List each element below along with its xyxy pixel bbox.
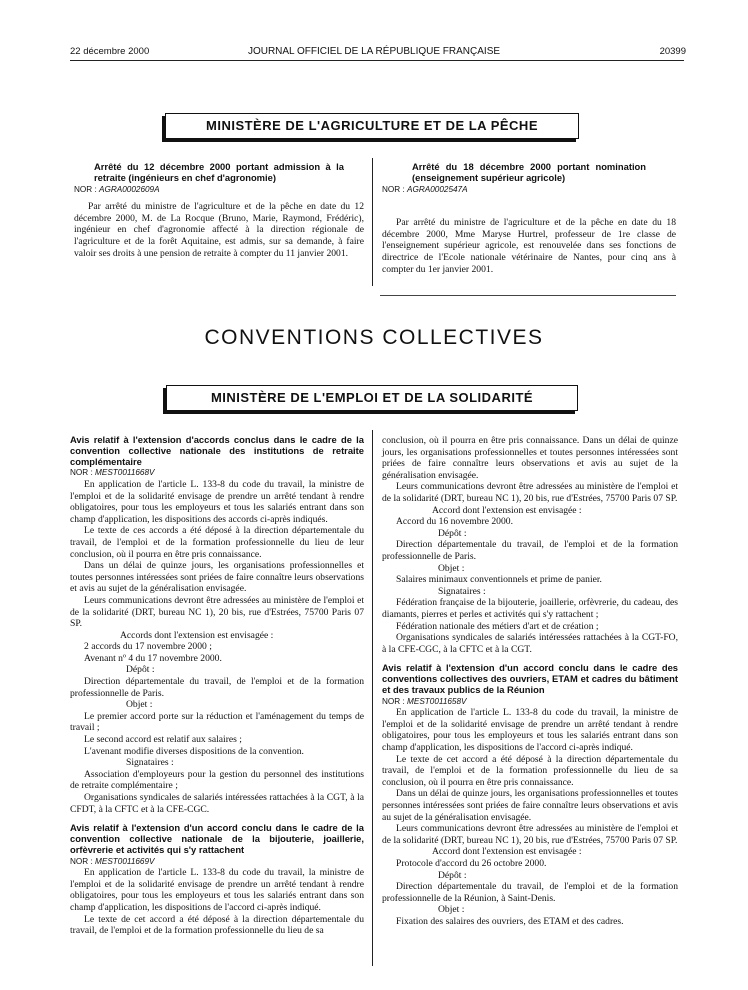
- paragraph: Fédération française de la bijouterie, joaillerie, orfèvrerie, du cadeau, des diamants, pierres et perles et activités qui s'y rattachent ;: [382, 597, 678, 620]
- article-body: Par arrêté du ministre de l'agriculture et de la pêche en date du 12 décembre 2000, M. de La Rocque (Bruno, Marie, Raymond, Frédéric), ingénieur en chef d'agronomie affecté à la direction régionale de l'agriculture et de la forêt Aquitaine, est admis, sur sa demande, à faire valoir ses droits à une pension de retraite à compter du 11 janvier 2001.: [74, 201, 364, 259]
- paragraph: Fédération nationale des métiers d'art et de création ;: [396, 620, 599, 632]
- paragraph: Salaires minimaux conventionnels et prime de panier.: [396, 574, 602, 586]
- paragraph: En application de l'article L. 133-8 du code du travail, la ministre de l'emploi et de la solidarité envisage de prendre un arrêté tendant à rendre obligatoires, pour tous les employeurs et tous les salariés entrant dans son champ d'application, les dispositions de l'accord ci-après indiqué.: [382, 707, 678, 754]
- label-line: Signataires :: [438, 585, 486, 597]
- paragraph-continued: conclusion, où il pourra en être pris connaissance. Dans un délai de quinze jours, les organisations professionnelles et toutes personnes intéressées sont priées de faire connaître leurs observations et avis au sujet de la généralisation envisagée.: [382, 435, 678, 481]
- nor-line: NOR : AGRA0002609A: [74, 184, 160, 194]
- conventions-collectives-title: CONVENTIONS COLLECTIVES: [204, 326, 544, 349]
- emploi-right-column: [382, 435, 678, 928]
- article-title: Arrêté du 18 décembre 2000 portant nomination (enseignement supérieur agricole): [412, 161, 646, 183]
- paragraph: Le premier accord porte sur la réduction et l'aménagement du temps de travail ;: [70, 710, 364, 734]
- label-line: Objet :: [438, 562, 465, 574]
- label-line: Accords dont l'extension est envisagée :: [120, 629, 274, 641]
- header-date: 22 décembre 2000: [70, 46, 150, 57]
- paragraph: En application de l'article L. 133-8 du code du travail, la ministre de l'emploi et de la solidarité envisage de prendre un arrêté tendant à rendre obligatoires, pour tous les employeurs et tous les salariés entrant dans son champ d'application, les dispositions de l'accord ci-après indiqué.: [70, 867, 364, 913]
- nor-code: MEST0011669V: [95, 856, 155, 866]
- header-journal-title: JOURNAL OFFICIEL DE LA RÉPUBLIQUE FRANÇAISE: [247, 46, 501, 57]
- paragraph: L'avenant modifie diverses dispositions de la convention.: [84, 745, 304, 757]
- label-line: Dépôt :: [126, 664, 155, 676]
- nor-code: MEST0011658V: [407, 696, 467, 706]
- article-body: Par arrêté du ministre de l'agriculture et de la pêche en date du 18 décembre 2000, Mme Maryse Hurtrel, professeur de 1re classe de l'enseignement supérieur agricole, est renouvelée dans ses fonctions de directrice de l'Ecole nationale vétérinaire de Nantes, pour cinq ans à compter du 1er janvier 2001.: [382, 217, 676, 275]
- paragraph: Leurs communications devront être adressées au ministère de l'emploi et de la solidarité (DRT, bureau NC 1), 20 bis, rue d'Estrées, 75700 Paris 07 SP.: [382, 823, 678, 846]
- paragraph: Le texte de ces accords a été déposé à la direction départementale du travail, de l'emploi et de la formation professionnelle du lieu de leur conclusion, où il pourra en être pris connaissance.: [70, 525, 364, 560]
- paragraph: Fixation des salaires des ouvriers, des ETAM et des cadres.: [396, 915, 624, 927]
- nor-code: AGRA0002609A: [99, 184, 160, 194]
- label-line: Objet :: [126, 699, 153, 711]
- nor-line: NOR : AGRA0002547A: [382, 184, 468, 194]
- paragraph: 2 accords du 17 novembre 2000 ;: [84, 641, 212, 653]
- agri-left-article: [74, 162, 364, 259]
- paragraph: Direction départementale du travail, de l'emploi et de la formation professionnelle de Paris.: [70, 676, 364, 699]
- emploi-left-column: [70, 435, 364, 937]
- column-separator: [372, 158, 373, 286]
- agri-right-article: [382, 162, 676, 275]
- paragraph: Le second accord est relatif aux salaires ;: [84, 734, 242, 746]
- header-rule: [70, 60, 684, 61]
- paragraph: Direction départementale du travail, de l'emploi et de la formation professionnelle de Paris.: [382, 539, 678, 562]
- article-title: Arrêté du 12 décembre 2000 portant admission à la retraite (ingénieurs en chef d'agronomie): [94, 161, 344, 183]
- label-line: Accord dont l'extension est envisagée :: [432, 504, 582, 516]
- label-line: Dépôt :: [438, 869, 467, 881]
- paragraph: Organisations syndicales de salariés intéressées rattachées à la CGT-FO, à la CFE-CGC, à la CFTC et à la CGT.: [382, 632, 678, 655]
- paragraph: En application de l'article L. 133-8 du code du travail, la ministre de l'emploi et de la solidarité envisage de prendre un arrêté tendant à rendre obligatoires, pour tous les employeurs et tous les salariés entrant dans son champ d'application, les dispositions des accords ci-après indiqués.: [70, 478, 364, 525]
- paragraph: Avenant nº 4 du 17 novembre 2000.: [84, 652, 222, 664]
- paragraph: Dans un délai de quinze jours, les organisations professionnelles et toutes personnes intéressées sont priées de faire connaître leurs observations et avis au sujet de la généralisation envisagée.: [382, 788, 678, 823]
- label-line: Signataires :: [126, 757, 174, 769]
- label-line: Accord dont l'extension est envisagée :: [432, 846, 582, 858]
- paragraph: Le texte de cet accord a été déposé à la direction départementale du travail, de l'emploi et de la formation professionnelle du lieu de sa: [70, 913, 364, 937]
- ministry-emploi-banner: MINISTÈRE DE L'EMPLOI ET DE LA SOLIDARITÉ: [166, 385, 578, 411]
- header-page-number: 20399: [659, 46, 686, 57]
- article-title: Avis relatif à l'extension d'accords conclus dans le cadre de la convention collective nationale des institutions de retraite complémentaire: [70, 434, 364, 467]
- paragraph: Organisations syndicales de salariés intéressées rattachées à la CGT, à la CFDT, à la CFTC et à la CFE-CGC.: [70, 792, 364, 815]
- section-end-rule: [380, 295, 676, 296]
- nor-line: NOR : MEST0011668V: [70, 468, 155, 478]
- paragraph: Association d'employeurs pour la gestion du personnel des institutions de retraite complémentaire ;: [70, 768, 364, 792]
- paragraph: Leurs communications devront être adressées au ministère de l'emploi et de la solidarité (DRT, bureau NC 1), 20 bis, rue d'Estrées, 75700 Paris 07 SP.: [70, 594, 364, 630]
- column-separator: [372, 430, 373, 966]
- nor-code: MEST0011668V: [95, 468, 155, 478]
- label-line: Objet :: [438, 904, 465, 916]
- paragraph: Direction départementale du travail, de l'emploi et de la formation professionnelle de la Réunion, à Saint-Denis.: [382, 881, 678, 904]
- article-title: Avis relatif à l'extension d'un accord conclu dans le cadre des conventions collectives des ouvriers, ETAM et cadres du bâtiment et des travaux publics de la Réunion: [382, 662, 678, 695]
- paragraph: Le texte de cet accord a été déposé à la direction départementale du travail, de l'emploi et de la formation professionnelle du lieu de sa conclusion, où il pourra en être pris connaissance.: [382, 753, 678, 788]
- article-title: Avis relatif à l'extension d'un accord conclu dans le cadre de la convention collective nationale de la bijouterie, joaillerie, orfèvrerie et activités qui s'y rattachent: [70, 822, 364, 855]
- paragraph: Dans un délai de quinze jours, les organisations professionnelles et toutes personnes intéressées sont priées de faire connaître leurs observations et avis au sujet de la généralisation envisagée.: [70, 560, 364, 595]
- paragraph: Accord du 16 novembre 2000.: [396, 516, 513, 528]
- paragraph: Leurs communications devront être adressées au ministère de l'emploi et de la solidarité (DRT, bureau NC 1), 20 bis, rue d'Estrées, 75700 Paris 07 SP.: [382, 481, 678, 504]
- nor-line: NOR : MEST0011669V: [70, 856, 155, 866]
- ministry-agriculture-banner: MINISTÈRE DE L'AGRICULTURE ET DE LA PÊCHE: [165, 113, 579, 139]
- label-line: Dépôt :: [438, 527, 467, 539]
- nor-code: AGRA0002547A: [407, 184, 468, 194]
- nor-line: NOR : MEST0011658V: [382, 696, 467, 706]
- paragraph: Protocole d'accord du 26 octobre 2000.: [396, 857, 547, 869]
